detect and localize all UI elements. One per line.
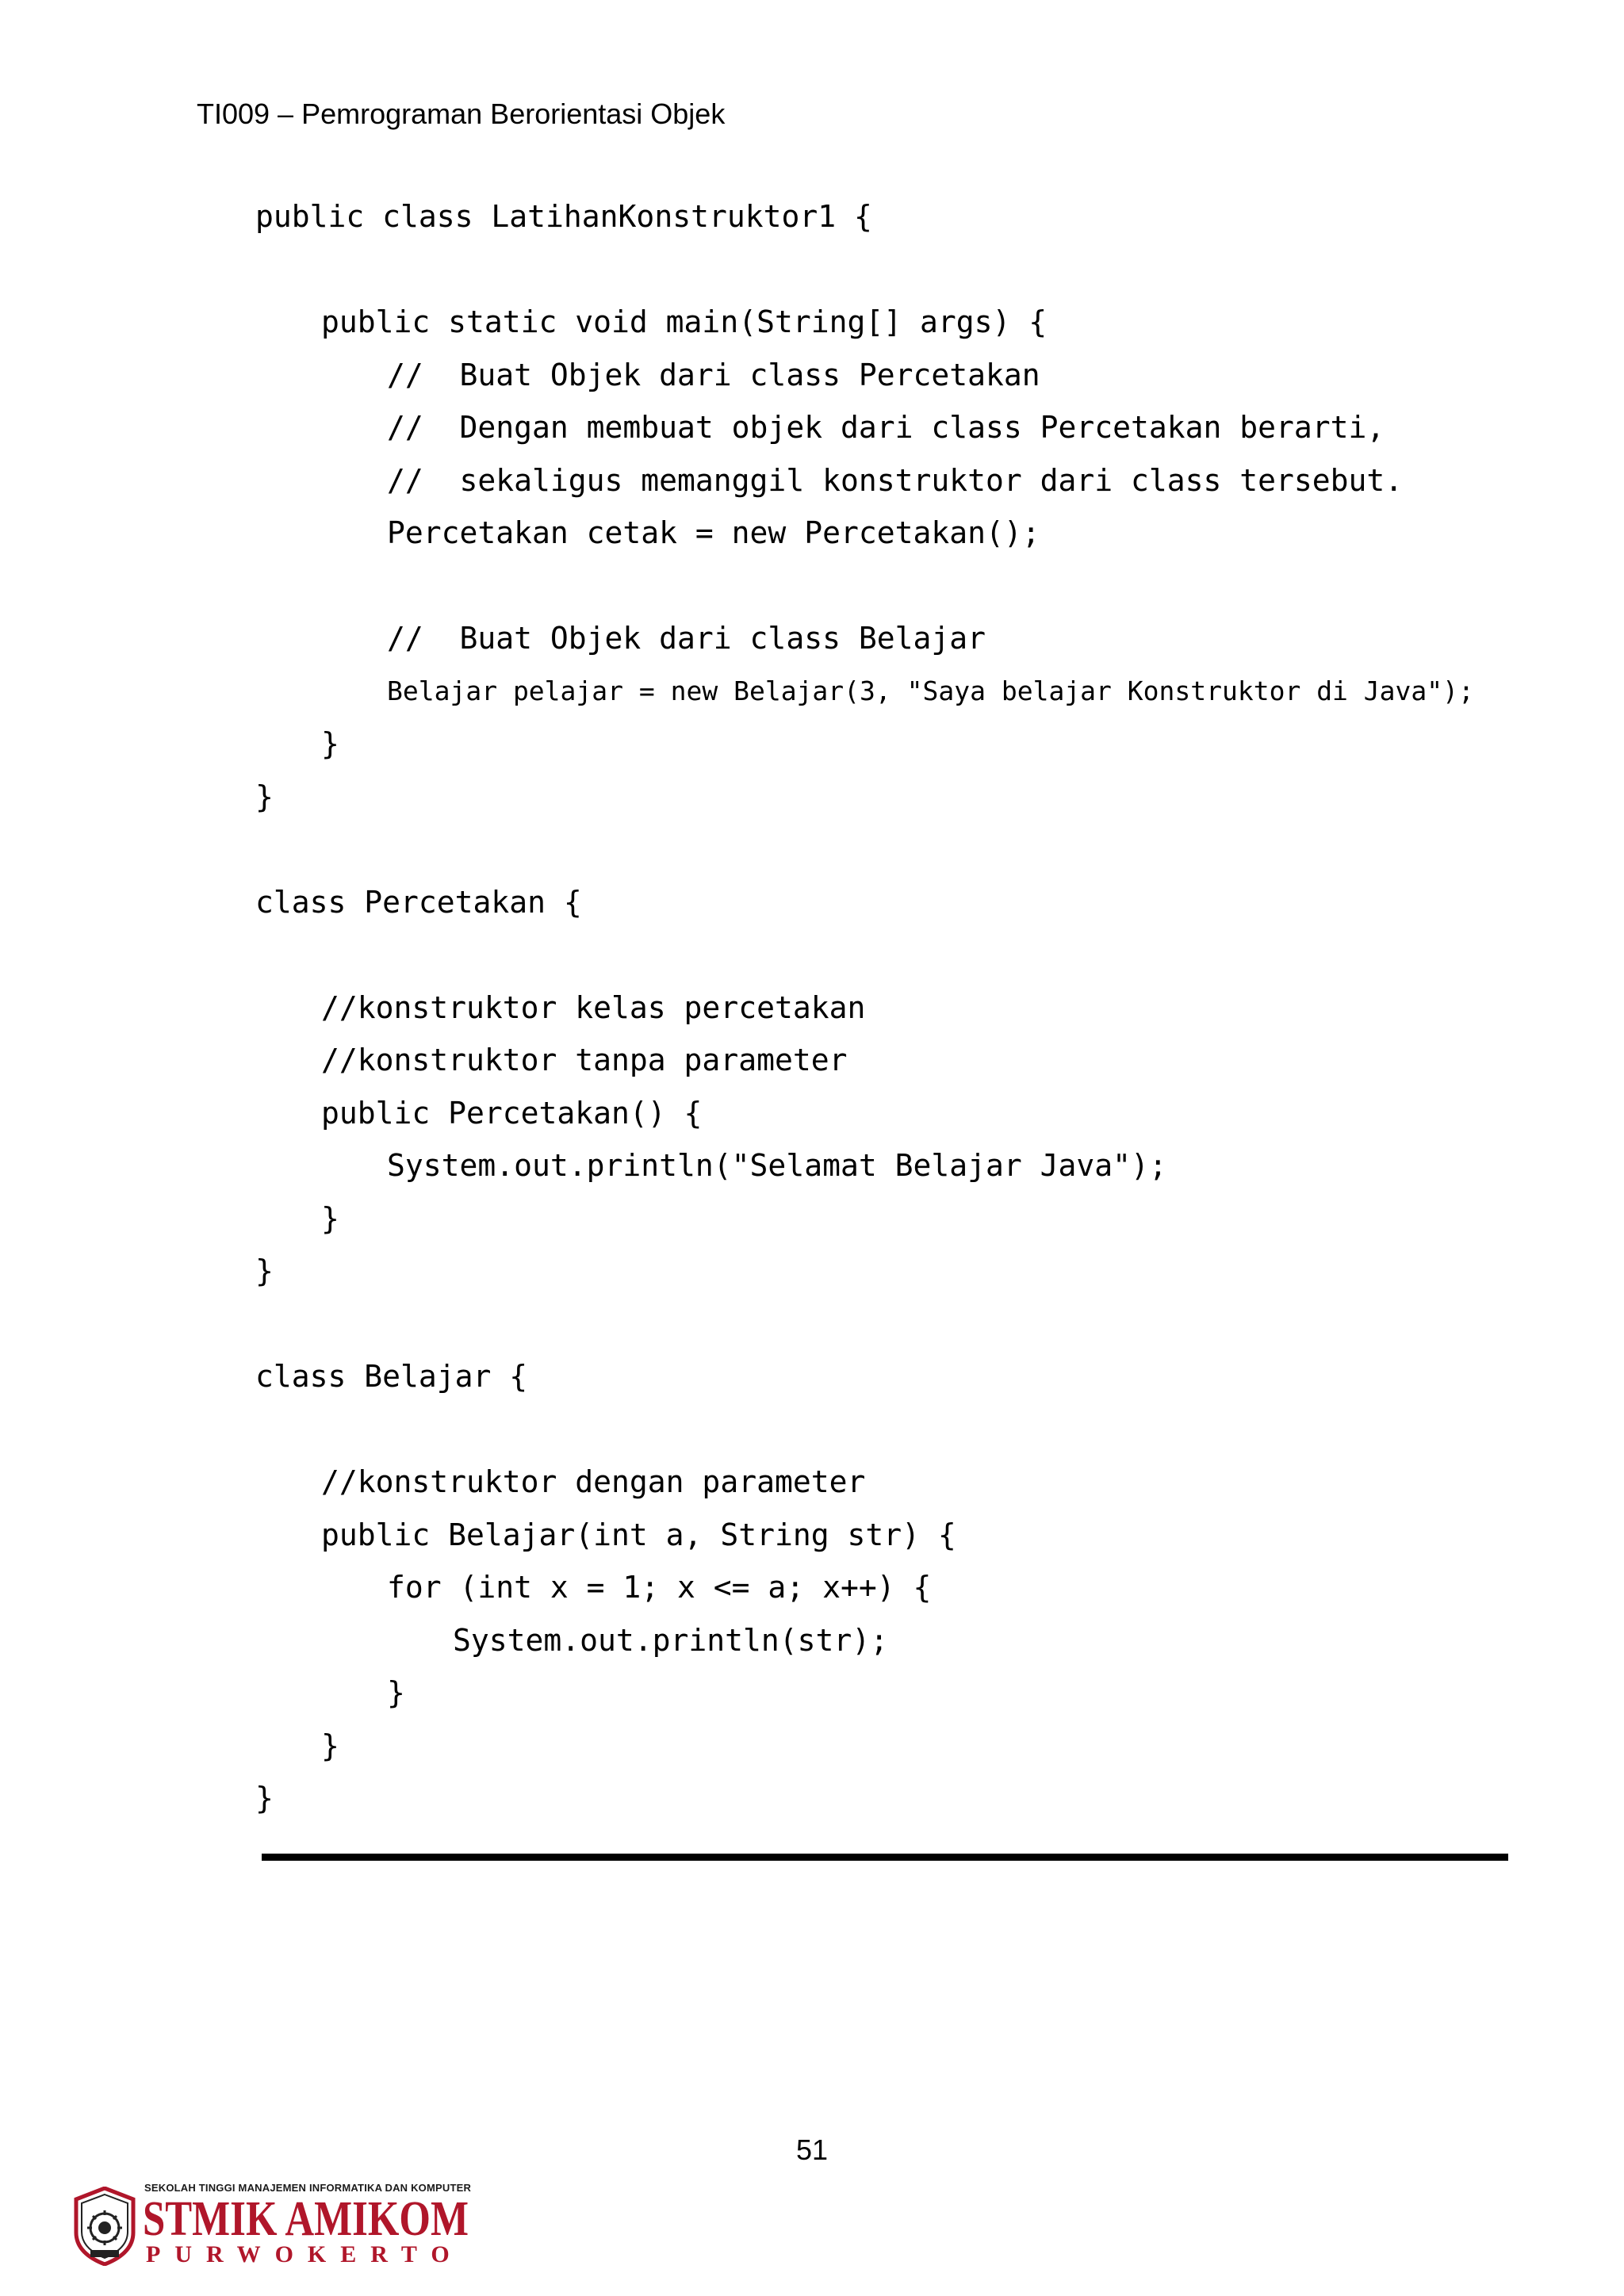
code-line: public Belajar(int a, String str) {	[321, 1517, 956, 1552]
page-header-title: TI009 – Pemrograman Berorientasi Objek	[197, 98, 726, 130]
code-line: //konstruktor tanpa parameter	[321, 1043, 848, 1077]
code-line: //konstruktor kelas percetakan	[321, 989, 866, 1025]
code-line: }	[321, 1728, 339, 1763]
code-line: public Percetakan() {	[321, 1095, 703, 1131]
code-line: System.out.println("Selamat Belajar Java");	[387, 1148, 1167, 1183]
code-line: for (int x = 1; x <= a; x++) {	[387, 1570, 932, 1605]
code-line: Percetakan cetak = new Percetakan();	[387, 515, 1040, 550]
code-line: Belajar pelajar = new Belajar(3, "Saya belajar Konstruktor di Java");	[387, 675, 1474, 706]
code-line: }	[255, 1253, 274, 1288]
code-line: System.out.println(str);	[453, 1622, 889, 1658]
code-line: class Belajar {	[255, 1359, 528, 1394]
seal-icon	[71, 2187, 138, 2266]
code-line: class Percetakan {	[255, 884, 582, 920]
code-line: }	[321, 1200, 339, 1236]
logo-tagline: SEKOLAH TINGGI MANAJEMEN INFORMATIKA DAN KOMPUTER	[144, 2182, 472, 2194]
horizontal-rule	[262, 1854, 1508, 1861]
code-line: // Buat Objek dari class Belajar	[387, 621, 986, 656]
code-line: //konstruktor dengan parameter	[321, 1464, 866, 1499]
code-line: }	[321, 726, 339, 761]
code-line: // Buat Objek dari class Percetakan	[387, 357, 1040, 392]
logo-name: STMIK AMIKOM	[143, 2192, 469, 2246]
code-line: public class LatihanKonstruktor1 {	[255, 199, 872, 234]
code-line: // Dengan membuat objek dari class Percetakan berarti,	[387, 410, 1385, 445]
code-line: // sekaligus memanggil konstruktor dari class tersebut.	[387, 462, 1404, 498]
code-line: }	[255, 1781, 274, 1816]
code-line: public static void main(String[] args) {	[321, 304, 1048, 339]
institution-logo	[71, 2182, 472, 2269]
code-line: }	[387, 1675, 405, 1710]
code-line: }	[255, 779, 274, 814]
page-number: 51	[795, 2133, 829, 2166]
logo-city: PURWOKERTO	[146, 2241, 464, 2267]
